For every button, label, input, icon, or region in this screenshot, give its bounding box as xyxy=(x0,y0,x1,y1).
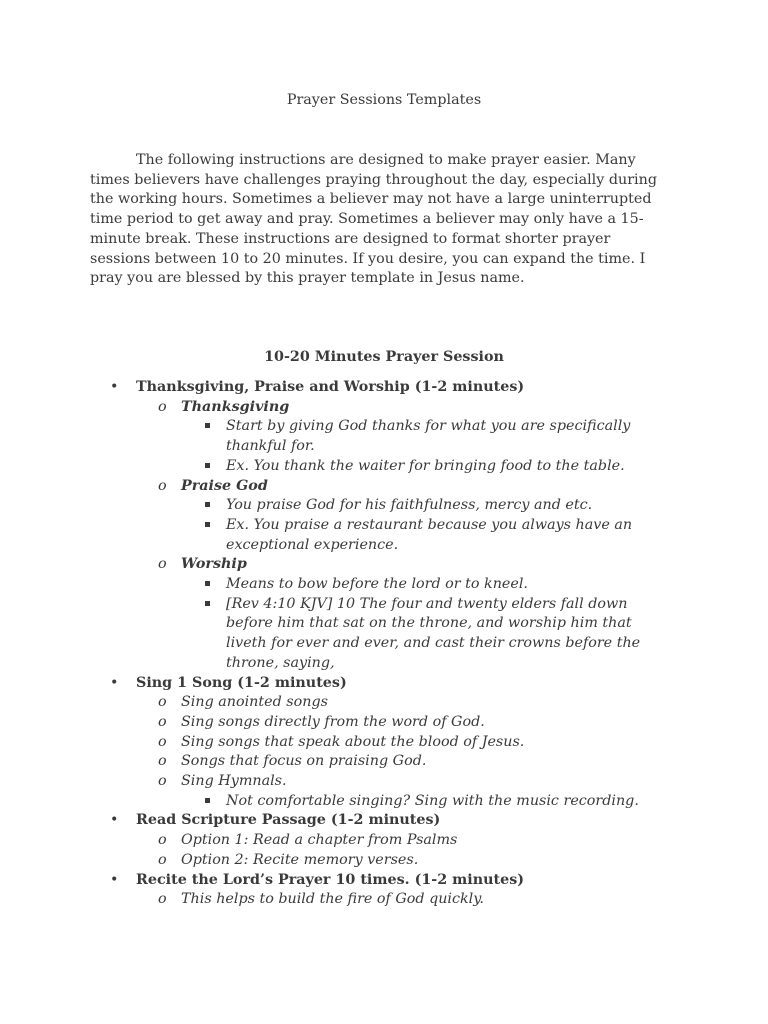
sub-item-label: Worship xyxy=(181,556,247,573)
detail-item xyxy=(0,792,768,812)
sub-marker: o xyxy=(158,556,167,573)
sub-item-label: Option 2: Recite memory verses. xyxy=(181,851,419,868)
detail-text: You praise God for his faithfulness, mercy and etc. xyxy=(226,497,593,514)
sub-item-label: Songs that focus on praising God. xyxy=(181,753,427,770)
sub-marker: o xyxy=(158,851,167,868)
sub-item-worship xyxy=(0,555,768,575)
detail-item xyxy=(0,595,768,674)
outline-item-label: Read Scripture Passage (1-2 minutes) xyxy=(136,812,441,829)
detail-text: Not comfortable singing? Sing with the music recording. xyxy=(226,792,639,809)
sub-marker: o xyxy=(158,477,167,494)
sub-marker: o xyxy=(158,891,167,908)
square-bullet-icon xyxy=(205,463,210,468)
outline-item-thanksgiving-praise-worship xyxy=(0,378,768,398)
bullet-marker: • xyxy=(110,379,119,395)
square-bullet-icon xyxy=(205,522,210,527)
section-heading: 10-20 Minutes Prayer Session xyxy=(264,349,504,365)
sub-item-label: Sing songs directly from the word of God. xyxy=(181,713,485,730)
sub-marker: o xyxy=(158,733,167,750)
sub-item-label: Thanksgiving xyxy=(181,398,290,415)
outline-item-label: Sing 1 Song (1-2 minutes) xyxy=(136,674,347,691)
square-bullet-icon xyxy=(205,502,210,507)
sub-item-label: This helps to build the fire of God quickly. xyxy=(181,891,484,908)
detail-item xyxy=(0,496,768,516)
square-bullet-icon xyxy=(205,798,210,803)
sub-item-label: Option 1: Read a chapter from Psalms xyxy=(181,832,458,849)
document-title: Prayer Sessions Templates xyxy=(286,92,482,108)
sub-marker: o xyxy=(158,753,167,770)
outline-item-label: Recite the Lord’s Prayer 10 times. (1-2 minutes) xyxy=(136,871,525,888)
sub-marker: o xyxy=(158,773,167,790)
bullet-marker: • xyxy=(110,674,119,691)
outline-item-lords-prayer xyxy=(0,871,768,891)
sub-item xyxy=(0,851,768,871)
sub-marker: o xyxy=(158,832,167,849)
sub-item xyxy=(0,733,768,753)
detail-text: Ex. You praise a restaurant because you always have an exceptional experience. xyxy=(226,516,633,553)
sub-item xyxy=(0,890,768,910)
outline-item-label: Thanksgiving, Praise and Worship (1-2 minutes) xyxy=(136,379,525,395)
detail-text: Start by giving God thanks for what you are specifically thankful for. xyxy=(226,418,631,455)
sub-item xyxy=(0,772,768,792)
sub-item-label: Praise God xyxy=(181,477,268,494)
detail-item xyxy=(0,417,768,456)
sub-item xyxy=(0,713,768,733)
sub-item xyxy=(0,693,768,713)
sub-item-label: Sing Hymnals. xyxy=(181,773,287,790)
square-bullet-icon xyxy=(205,601,210,606)
detail-item xyxy=(0,516,768,555)
outline-item-sing-song xyxy=(0,674,768,694)
sub-item-label: Sing songs that speak about the blood of Jesus. xyxy=(181,733,525,750)
bullet-marker: • xyxy=(110,812,119,829)
sub-item xyxy=(0,752,768,772)
sub-marker: o xyxy=(158,398,167,415)
sub-marker: o xyxy=(158,713,167,730)
detail-item xyxy=(0,575,768,595)
square-bullet-icon xyxy=(205,581,210,586)
sub-item-label: Sing anointed songs xyxy=(181,694,328,711)
sub-marker: o xyxy=(158,694,167,711)
square-bullet-icon xyxy=(205,423,210,428)
detail-text: [Rev 4:10 KJV] 10 The four and twenty elders fall down before him that sat on the throne, and worship him that liveth for ever and ever, and cast their crowns before the throne, saying, xyxy=(226,595,641,671)
intro-paragraph: The following instructions are designed to make prayer easier. Many times believers have challenges praying throughout the day, especially during the working hours. Sometimes a believer may not have a large uninterrupted time period to get away and pray. Sometimes a believer may only have a 15-minute break. These instructions are designed to format shorter prayer sessions between 10 to 20 minutes. If you desire, you can expand the time. I pray you are blessed by this prayer template in Jesus name. xyxy=(90,152,657,287)
detail-item xyxy=(0,457,768,477)
sub-item-thanksgiving xyxy=(0,398,768,418)
sub-item-praise-god xyxy=(0,477,768,497)
outline-item-read-scripture xyxy=(0,811,768,831)
prayer-outline xyxy=(0,378,768,910)
detail-text: Means to bow before the lord or to kneel. xyxy=(226,576,528,593)
sub-item xyxy=(0,831,768,851)
bullet-marker: • xyxy=(110,871,119,888)
detail-text: Ex. You thank the waiter for bringing food to the table. xyxy=(226,457,625,474)
